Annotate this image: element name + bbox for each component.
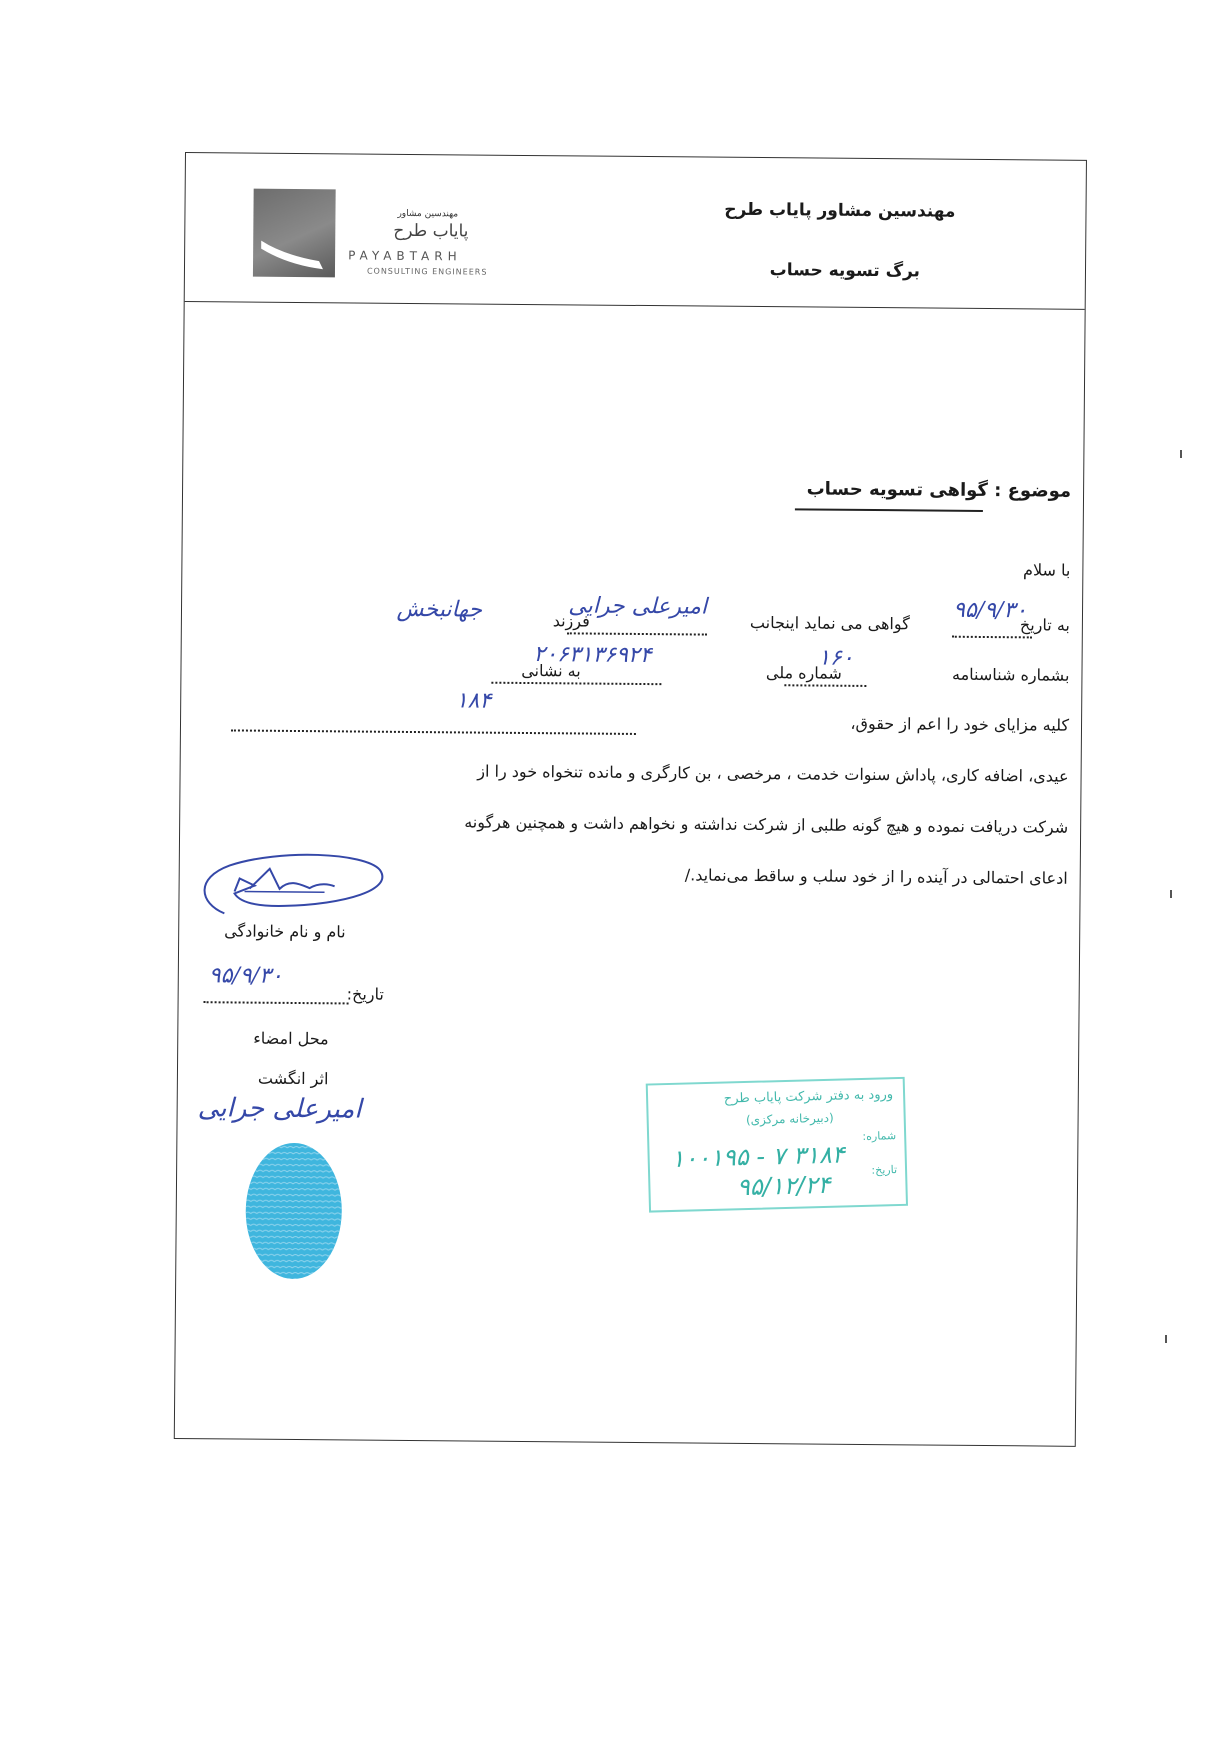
handwritten-sig-date: ۹۵/۹/۳۰ <box>208 963 283 989</box>
logo-fa-name: پایاب طرح <box>393 220 469 242</box>
registration-stamp <box>646 1077 908 1213</box>
company-name: مهندسین مشاور پایاب طرح <box>724 199 956 222</box>
name-dots <box>567 632 707 635</box>
line1-child-of-label: فرزند <box>552 611 590 631</box>
sign-place-label: محل امضاء <box>253 1028 329 1049</box>
handwritten-fingerprint-name: امیرعلی جرایی <box>197 1093 362 1125</box>
body-line-4: عیدی، اضافه کاری، پاداش سنوات خدمت ، مرخصی ، بن کارگری و مانده تنخواه خود را از <box>477 761 1069 786</box>
company-logo-icon <box>253 189 336 278</box>
subject-underline <box>795 508 983 512</box>
body-line-6: ادعای احتمالی در آینده را از خود سلب و ساقط می‌نماید./ <box>684 865 1068 888</box>
handwritten-id-number: ۱۶۰ <box>818 645 854 671</box>
stamp-number-label: شماره: <box>862 1129 897 1143</box>
line3-benefits-text: کلیه مزایای خود را اعم از حقوق، <box>850 713 1070 735</box>
scan-mark <box>1170 890 1172 898</box>
id-dots <box>784 684 866 687</box>
line2-address-label: به نشانی <box>521 660 581 681</box>
form-title: برگ تسویه حساب <box>769 260 921 282</box>
scan-mark <box>1180 450 1182 458</box>
handwritten-address: ۱۸۴ <box>455 688 492 714</box>
document-header <box>185 153 1086 310</box>
name-signature-label: نام و نام خانوادگی <box>224 921 346 942</box>
document-frame <box>174 152 1087 1447</box>
line2-id-label: بشماره شناسنامه <box>951 664 1070 685</box>
handwritten-father: جهانبخش <box>396 596 483 623</box>
signature-date-label: تاریخ: <box>346 984 384 1004</box>
fingerprint-icon <box>238 1139 349 1285</box>
scan-mark <box>1165 1335 1167 1343</box>
line1-certify-text: گواهی می نماید اینجانب <box>749 612 910 634</box>
body-line-5: شرکت دریافت نموده و هیچ گونه طلبی از شرکت نداشته و نخواهم داشت و همچنین هرگونه <box>464 812 1069 837</box>
signature-date-dots <box>204 1001 349 1004</box>
handwritten-name: امیرعلی جرایی <box>568 593 708 620</box>
stamp-subtitle: (دبیرخانه مرکزی) <box>745 1110 834 1128</box>
line2-national-id-label: شماره ملی <box>765 663 842 683</box>
date-dots <box>952 636 1032 639</box>
national-id-dots <box>491 682 661 685</box>
subject-line: موضوع : گواهی تسویه حساب <box>806 478 1072 502</box>
line1-date-label: به تاریخ <box>1019 615 1070 635</box>
handwritten-date: ۹۵/۹/۳۰ <box>953 597 1028 624</box>
stamp-title: ورود به دفتر شرکت پایاب طرح <box>723 1087 894 1107</box>
fingerprint-label: اثر انگشت <box>257 1068 329 1089</box>
stamp-date: ۹۵/۱۲/۲۴ <box>736 1170 831 1202</box>
greeting: با سلام <box>1023 560 1071 580</box>
logo-subtitle: CONSULTING ENGINEERS <box>366 266 488 277</box>
logo-en-name: PAYABTARH <box>348 248 462 264</box>
handwritten-national-id: ۲۰۶۳۱۳۶۹۲۴ <box>533 642 652 669</box>
logo-fa-small: مهندسین مشاور <box>397 208 459 220</box>
stamp-date-label: تاریخ: <box>871 1163 898 1177</box>
stamp-number: ۱۰۰۱۹۵ - ۷ ۳۱۸۴ <box>670 1140 846 1173</box>
signature-mark <box>194 843 395 925</box>
